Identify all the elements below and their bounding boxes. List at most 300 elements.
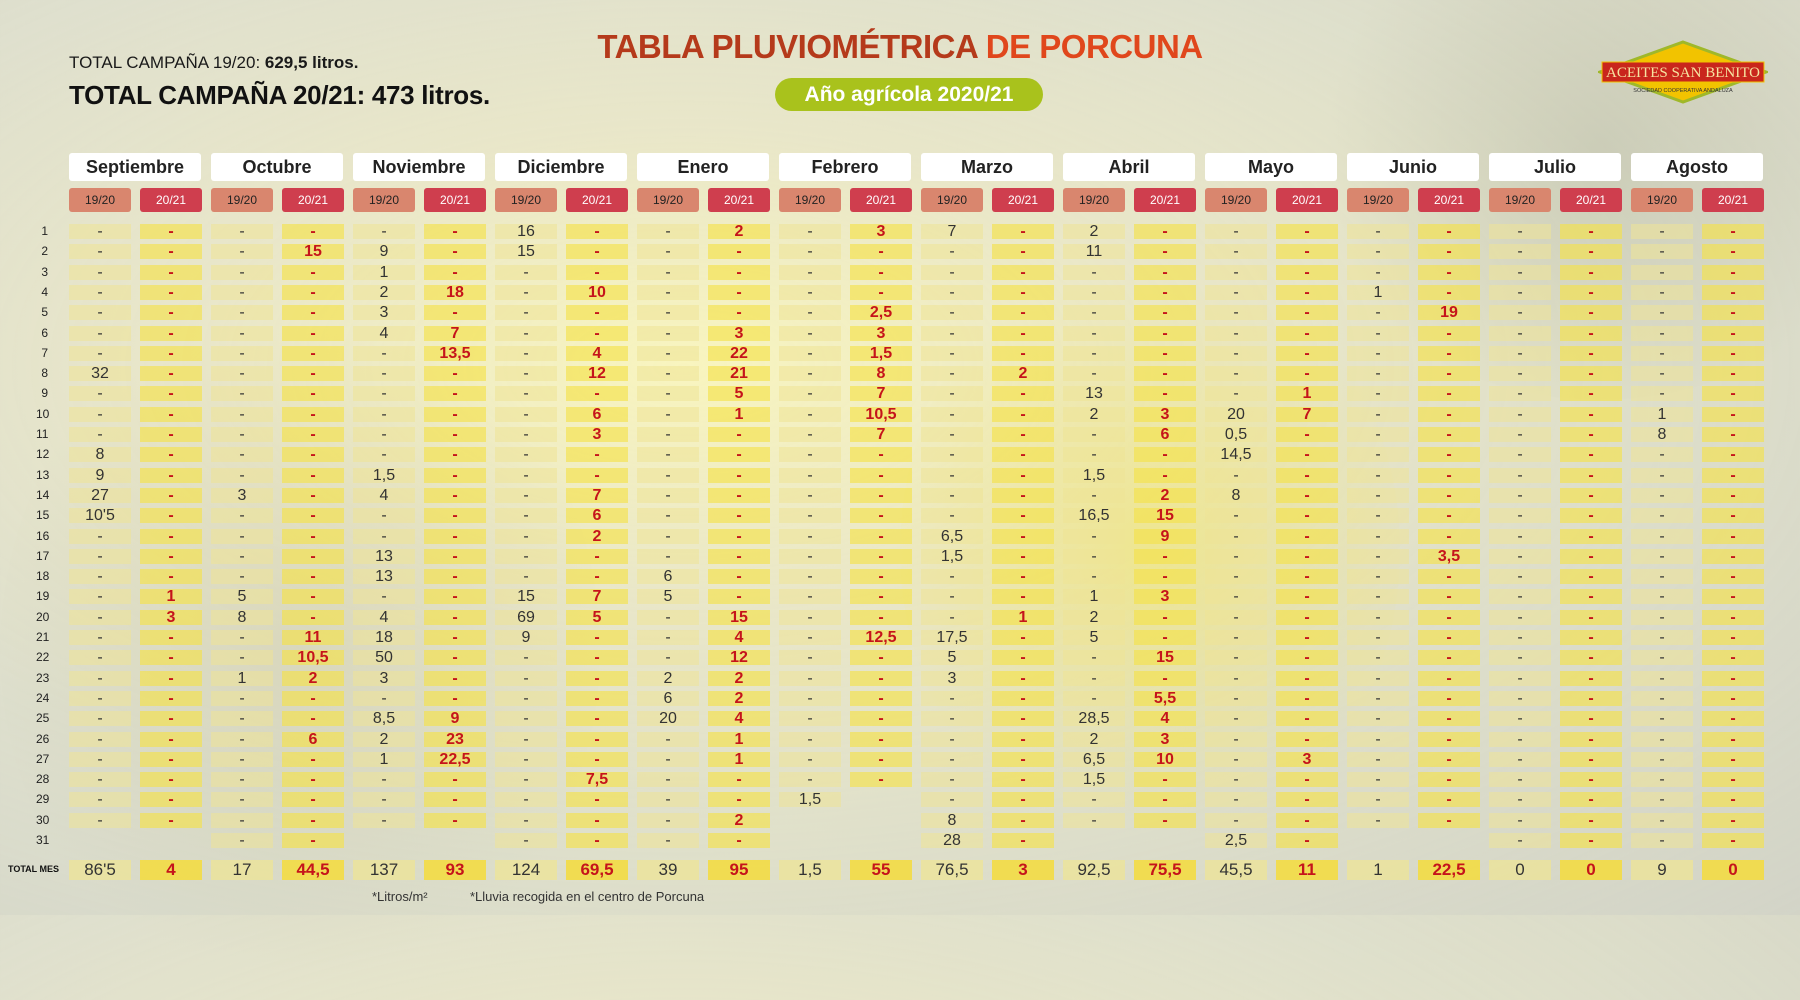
rain-cell: - xyxy=(1560,326,1622,341)
rain-cell: 15 xyxy=(495,244,557,259)
rain-cell: 1,5 xyxy=(850,346,912,361)
rain-cell: - xyxy=(495,346,557,361)
rain-cell: - xyxy=(69,326,131,341)
rain-cell: 3 xyxy=(140,610,202,625)
rain-cell: - xyxy=(1560,265,1622,280)
rain-cell: - xyxy=(566,569,628,584)
rain-cell: 32 xyxy=(69,366,131,381)
rain-cell: - xyxy=(1347,326,1409,341)
rain-cell: - xyxy=(566,711,628,726)
rain-cell: - xyxy=(1702,589,1764,604)
rain-cell: - xyxy=(495,650,557,665)
campaign-previous-value: 629,5 litros. xyxy=(264,53,359,72)
rain-cell: - xyxy=(495,326,557,341)
month-total: 9 xyxy=(1631,860,1693,880)
rain-cell: - xyxy=(1134,305,1196,320)
rain-cell: - xyxy=(566,752,628,767)
rain-cell: - xyxy=(921,752,983,767)
rain-cell: - xyxy=(1418,650,1480,665)
rain-cell: - xyxy=(1134,549,1196,564)
rain-cell: - xyxy=(566,244,628,259)
rain-cell: - xyxy=(566,691,628,706)
rain-cell: 8 xyxy=(850,366,912,381)
rain-cell: 2 xyxy=(708,224,770,239)
month-total: 45,5 xyxy=(1205,860,1267,880)
rain-cell: - xyxy=(921,244,983,259)
logo-text: ACEITES SAN BENITO xyxy=(1606,65,1760,81)
rain-cell: - xyxy=(140,813,202,828)
rain-cell: - xyxy=(992,224,1054,239)
rain-cell: - xyxy=(1276,447,1338,462)
rain-cell: - xyxy=(1560,468,1622,483)
rain-cell: - xyxy=(1631,244,1693,259)
rain-cell: - xyxy=(1560,407,1622,422)
rain-cell: - xyxy=(1347,305,1409,320)
rain-cell: - xyxy=(424,569,486,584)
rain-cell: - xyxy=(211,569,273,584)
rain-cell: - xyxy=(1631,305,1693,320)
rain-cell: - xyxy=(992,691,1054,706)
rain-cell: 4 xyxy=(353,610,415,625)
rain-cell: 1,5 xyxy=(1063,772,1125,787)
rain-cell: - xyxy=(353,224,415,239)
rain-cell: - xyxy=(1489,813,1551,828)
rain-cell: - xyxy=(1418,752,1480,767)
rain-cell: - xyxy=(211,508,273,523)
rain-cell: - xyxy=(637,407,699,422)
rain-cell: 12 xyxy=(566,366,628,381)
rain-cell: - xyxy=(1489,508,1551,523)
rain-cell: - xyxy=(637,792,699,807)
rain-cell xyxy=(779,813,841,828)
rain-cell xyxy=(1418,833,1480,848)
rain-cell: 5 xyxy=(1063,630,1125,645)
year-header: 20/21 xyxy=(1134,188,1196,212)
rain-cell: - xyxy=(1560,792,1622,807)
day-label: 5 xyxy=(41,305,48,320)
rain-cell: - xyxy=(1134,792,1196,807)
rain-cell: - xyxy=(1560,305,1622,320)
rain-cell: 16 xyxy=(495,224,557,239)
rain-cell: 3 xyxy=(1134,589,1196,604)
rain-cell: - xyxy=(1205,752,1267,767)
rain-cell: - xyxy=(1560,711,1622,726)
rain-cell: - xyxy=(353,792,415,807)
rain-cell: - xyxy=(424,671,486,686)
rain-cell: - xyxy=(211,630,273,645)
year-header: 20/21 xyxy=(1276,188,1338,212)
rain-cell: 2 xyxy=(708,691,770,706)
rain-cell: - xyxy=(495,407,557,422)
rain-cell: - xyxy=(1063,671,1125,686)
rain-cell: - xyxy=(850,447,912,462)
rain-cell: - xyxy=(1560,285,1622,300)
rain-cell: - xyxy=(1489,711,1551,726)
month-total: 92,5 xyxy=(1063,860,1125,880)
rain-cell: - xyxy=(1631,589,1693,604)
rain-cell: - xyxy=(1276,711,1338,726)
rain-cell: - xyxy=(1347,792,1409,807)
rain-cell: 5 xyxy=(637,589,699,604)
rain-cell: - xyxy=(566,305,628,320)
rain-cell: - xyxy=(779,285,841,300)
rain-cell: - xyxy=(1418,285,1480,300)
rain-cell: - xyxy=(282,447,344,462)
rain-cell: - xyxy=(1205,650,1267,665)
rain-cell: - xyxy=(992,508,1054,523)
rain-cell: - xyxy=(708,569,770,584)
rain-cell: - xyxy=(779,224,841,239)
rain-cell: 6 xyxy=(637,691,699,706)
day-label: 8 xyxy=(41,366,48,381)
rain-cell: 10,5 xyxy=(282,650,344,665)
rain-cell: - xyxy=(140,244,202,259)
rain-cell: - xyxy=(637,650,699,665)
rain-cell: - xyxy=(1489,610,1551,625)
rain-cell: - xyxy=(1276,244,1338,259)
rain-cell: - xyxy=(566,447,628,462)
rain-cell: - xyxy=(282,833,344,848)
rain-cell: 7 xyxy=(1276,407,1338,422)
month-total: 4 xyxy=(140,860,202,880)
rain-cell: - xyxy=(992,569,1054,584)
rain-cell: 10 xyxy=(1134,752,1196,767)
rain-cell: - xyxy=(140,711,202,726)
rain-cell: - xyxy=(708,529,770,544)
rain-cell: - xyxy=(992,650,1054,665)
rain-cell: 69 xyxy=(495,610,557,625)
rain-cell: - xyxy=(1276,671,1338,686)
rain-cell: - xyxy=(566,671,628,686)
rain-cell: - xyxy=(1560,691,1622,706)
rain-cell: - xyxy=(1347,244,1409,259)
rain-cell: - xyxy=(1134,772,1196,787)
rain-cell: - xyxy=(708,244,770,259)
rain-cell: 1 xyxy=(1276,386,1338,401)
rain-cell: 1,5 xyxy=(353,468,415,483)
rain-cell: - xyxy=(353,813,415,828)
rain-cell: - xyxy=(1418,488,1480,503)
rain-cell: - xyxy=(282,508,344,523)
rain-cell: 20 xyxy=(1205,407,1267,422)
rain-cell: - xyxy=(1702,427,1764,442)
rain-cell: 2 xyxy=(1134,488,1196,503)
rain-cell: - xyxy=(495,529,557,544)
rain-cell: - xyxy=(495,468,557,483)
rain-cell xyxy=(1063,833,1125,848)
rain-cell: - xyxy=(495,447,557,462)
rain-cell: - xyxy=(1347,427,1409,442)
rain-cell: 11 xyxy=(282,630,344,645)
day-label: 24 xyxy=(36,690,50,705)
rain-cell: - xyxy=(708,488,770,503)
rain-cell: - xyxy=(992,305,1054,320)
rain-cell: - xyxy=(992,407,1054,422)
rain-cell: - xyxy=(140,569,202,584)
rain-cell: - xyxy=(566,224,628,239)
rain-cell: 9 xyxy=(353,244,415,259)
rain-cell: - xyxy=(424,792,486,807)
rain-cell: - xyxy=(1560,549,1622,564)
rain-cell: - xyxy=(495,386,557,401)
rain-cell: - xyxy=(1205,569,1267,584)
rain-cell: - xyxy=(1134,326,1196,341)
rain-cell: - xyxy=(637,732,699,747)
rain-cell: - xyxy=(921,265,983,280)
rain-cell: 6 xyxy=(637,569,699,584)
rain-cell: - xyxy=(1205,265,1267,280)
rain-cell: - xyxy=(850,549,912,564)
rain-cell: - xyxy=(921,732,983,747)
rain-cell: - xyxy=(211,833,273,848)
rain-cell: - xyxy=(1418,671,1480,686)
rain-cell: - xyxy=(211,529,273,544)
rain-cell: - xyxy=(1489,407,1551,422)
rain-cell: - xyxy=(1560,752,1622,767)
rain-cell: - xyxy=(1347,691,1409,706)
rain-cell: - xyxy=(1276,833,1338,848)
rain-cell: - xyxy=(1560,630,1622,645)
rain-cell: - xyxy=(1418,711,1480,726)
rain-cell: - xyxy=(1276,589,1338,604)
rain-cell: 7 xyxy=(850,386,912,401)
rain-cell: - xyxy=(1276,610,1338,625)
rain-cell: 3,5 xyxy=(1418,549,1480,564)
rain-cell: 22 xyxy=(708,346,770,361)
rain-cell: - xyxy=(1418,346,1480,361)
rain-cell: 13 xyxy=(353,569,415,584)
rain-cell: - xyxy=(1631,569,1693,584)
rain-cell: - xyxy=(1560,508,1622,523)
day-label: 14 xyxy=(36,487,50,502)
rain-cell: 9 xyxy=(424,711,486,726)
rain-cell: - xyxy=(424,265,486,280)
rain-cell: 19 xyxy=(1418,305,1480,320)
month-total: 95 xyxy=(708,860,770,880)
campaign-total-current xyxy=(69,80,490,111)
rain-cell: - xyxy=(282,589,344,604)
title-part-1: TABLA PLUVIOMÉTRICA xyxy=(597,28,986,65)
month-total: 93 xyxy=(424,860,486,880)
rain-cell: - xyxy=(1276,326,1338,341)
year-header: 19/20 xyxy=(779,188,841,212)
rain-cell: - xyxy=(1560,589,1622,604)
rain-cell: - xyxy=(1489,427,1551,442)
rain-cell: - xyxy=(211,386,273,401)
rain-cell: - xyxy=(779,427,841,442)
rain-cell: - xyxy=(211,407,273,422)
rain-cell: - xyxy=(1489,833,1551,848)
rain-cell: 2 xyxy=(1063,224,1125,239)
rain-cell: - xyxy=(353,691,415,706)
rain-cell: - xyxy=(140,386,202,401)
day-label: 30 xyxy=(36,812,50,827)
rain-cell: 11 xyxy=(1063,244,1125,259)
rain-cell: - xyxy=(779,407,841,422)
rain-cell: - xyxy=(1063,366,1125,381)
month-header: Junio xyxy=(1347,153,1479,181)
day-label: 17 xyxy=(36,548,50,563)
month-total: 1 xyxy=(1347,860,1409,880)
rain-cell: - xyxy=(1205,813,1267,828)
rain-cell: - xyxy=(69,691,131,706)
rain-cell: - xyxy=(424,224,486,239)
rain-cell: - xyxy=(1063,447,1125,462)
rain-cell: - xyxy=(1347,407,1409,422)
rain-cell: - xyxy=(1134,224,1196,239)
rain-cell: - xyxy=(708,508,770,523)
day-label: 7 xyxy=(41,345,48,360)
rain-cell: 8 xyxy=(1205,488,1267,503)
year-header: 20/21 xyxy=(1560,188,1622,212)
rain-cell: - xyxy=(1418,447,1480,462)
rain-cell: - xyxy=(1702,752,1764,767)
rain-cell: - xyxy=(1205,508,1267,523)
rain-cell: - xyxy=(779,488,841,503)
rain-cell: - xyxy=(69,386,131,401)
rain-cell: - xyxy=(140,447,202,462)
rain-cell: - xyxy=(1489,386,1551,401)
rain-cell: - xyxy=(1702,285,1764,300)
day-label: 31 xyxy=(36,833,50,847)
rain-cell: 16,5 xyxy=(1063,508,1125,523)
rain-cell: - xyxy=(1063,326,1125,341)
rain-cell: - xyxy=(1347,447,1409,462)
rain-cell: 3 xyxy=(850,326,912,341)
rain-cell: - xyxy=(779,630,841,645)
rain-cell: - xyxy=(1134,468,1196,483)
rain-cell: - xyxy=(282,488,344,503)
rain-cell: - xyxy=(1631,285,1693,300)
rain-cell: - xyxy=(637,508,699,523)
rain-cell: - xyxy=(1702,265,1764,280)
rain-cell: 4 xyxy=(353,488,415,503)
rain-cell: - xyxy=(992,772,1054,787)
year-header: 19/20 xyxy=(1347,188,1409,212)
month-total: 76,5 xyxy=(921,860,983,880)
rain-cell: - xyxy=(1418,407,1480,422)
rain-cell: - xyxy=(992,326,1054,341)
rain-cell: - xyxy=(1205,691,1267,706)
rain-cell: - xyxy=(1631,386,1693,401)
rain-cell: - xyxy=(1347,569,1409,584)
rain-cell: - xyxy=(921,346,983,361)
rain-cell: - xyxy=(1489,589,1551,604)
rain-cell: - xyxy=(211,346,273,361)
rain-cell: - xyxy=(921,711,983,726)
rain-cell: - xyxy=(921,305,983,320)
rain-cell: - xyxy=(211,244,273,259)
day-label: 19 xyxy=(36,589,50,604)
rain-cell: - xyxy=(69,244,131,259)
rain-cell: - xyxy=(1489,366,1551,381)
year-header: 19/20 xyxy=(637,188,699,212)
rain-cell: - xyxy=(282,569,344,584)
rain-cell: 12,5 xyxy=(850,630,912,645)
rain-cell: - xyxy=(69,305,131,320)
rain-cell: 2 xyxy=(637,671,699,686)
rain-cell: - xyxy=(1631,732,1693,747)
rain-cell: - xyxy=(69,569,131,584)
rain-cell: - xyxy=(140,224,202,239)
rain-cell: 10 xyxy=(566,285,628,300)
rain-cell: - xyxy=(495,569,557,584)
rain-cell: - xyxy=(850,732,912,747)
rain-cell: - xyxy=(1063,305,1125,320)
rain-cell: - xyxy=(1702,833,1764,848)
rain-cell: - xyxy=(637,772,699,787)
rain-cell: 0,5 xyxy=(1205,427,1267,442)
month-total: 3 xyxy=(992,860,1054,880)
rain-cell: - xyxy=(1205,366,1267,381)
rain-cell: - xyxy=(779,691,841,706)
rain-cell: - xyxy=(1702,366,1764,381)
rain-cell: - xyxy=(708,833,770,848)
rain-cell: 13,5 xyxy=(424,346,486,361)
rain-cell: - xyxy=(637,529,699,544)
rain-cell: - xyxy=(1489,732,1551,747)
rain-cell: - xyxy=(424,427,486,442)
rain-cell: - xyxy=(637,244,699,259)
rain-cell: 17,5 xyxy=(921,630,983,645)
rain-cell: - xyxy=(708,305,770,320)
rain-cell: - xyxy=(282,813,344,828)
rain-cell: - xyxy=(69,671,131,686)
rain-cell: - xyxy=(850,468,912,483)
day-label: 28 xyxy=(36,772,50,787)
rain-cell: 5 xyxy=(211,589,273,604)
rain-cell: - xyxy=(921,508,983,523)
rain-cell: 9 xyxy=(1134,529,1196,544)
rain-cell: - xyxy=(992,630,1054,645)
rain-cell: - xyxy=(850,508,912,523)
rain-cell: - xyxy=(779,671,841,686)
rain-cell: - xyxy=(495,366,557,381)
rain-cell: - xyxy=(1205,630,1267,645)
rain-cell: - xyxy=(69,732,131,747)
rain-cell: - xyxy=(424,488,486,503)
rain-cell: - xyxy=(495,305,557,320)
rain-cell: - xyxy=(779,549,841,564)
rain-cell: - xyxy=(850,691,912,706)
rain-cell: - xyxy=(1560,813,1622,828)
rain-cell: - xyxy=(69,589,131,604)
rain-cell: - xyxy=(921,691,983,706)
rain-cell: 2 xyxy=(566,529,628,544)
rain-cell: - xyxy=(921,792,983,807)
rain-cell: - xyxy=(1063,650,1125,665)
rain-cell: 8 xyxy=(69,447,131,462)
rain-cell: - xyxy=(1205,671,1267,686)
rain-cell: - xyxy=(1631,549,1693,564)
rain-cell: 2 xyxy=(708,813,770,828)
year-header: 20/21 xyxy=(424,188,486,212)
rain-cell: - xyxy=(1631,671,1693,686)
rain-cell: - xyxy=(708,549,770,564)
rain-cell: - xyxy=(708,772,770,787)
rain-cell: 18 xyxy=(353,630,415,645)
rain-cell: - xyxy=(637,630,699,645)
rain-cell: - xyxy=(495,833,557,848)
rain-cell: - xyxy=(992,752,1054,767)
rain-cell: - xyxy=(566,792,628,807)
rain-cell: 4 xyxy=(566,346,628,361)
rain-cell: - xyxy=(1205,792,1267,807)
rain-cell: - xyxy=(779,508,841,523)
rain-cell: - xyxy=(1631,529,1693,544)
rain-cell: - xyxy=(1702,549,1764,564)
rain-cell: - xyxy=(779,244,841,259)
